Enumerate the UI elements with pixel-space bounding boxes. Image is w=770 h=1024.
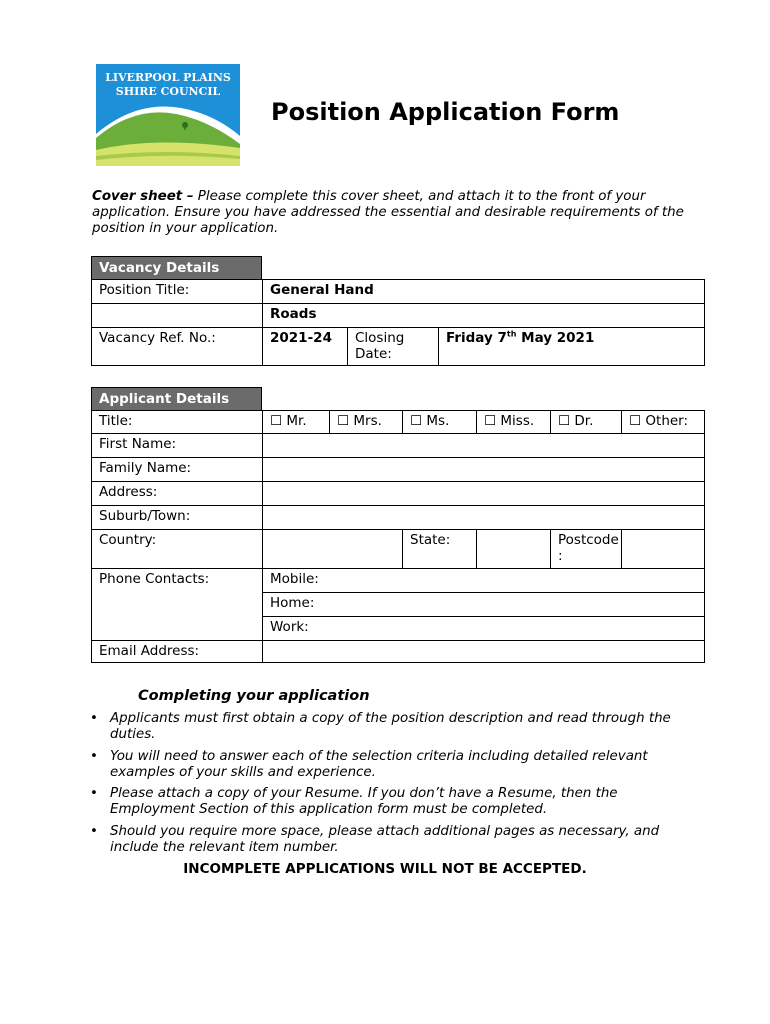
state-label: State:: [403, 530, 477, 569]
closing-date-day: Friday 7: [446, 330, 507, 346]
address-field[interactable]: [263, 482, 705, 506]
title-ms-checkbox[interactable]: ☐ Ms.: [403, 411, 477, 434]
list-item: [90, 824, 680, 856]
first-name-field[interactable]: [263, 434, 705, 458]
closing-date-label: Closing Date:: [348, 328, 439, 366]
completing-heading: Completing your application: [138, 688, 370, 704]
position-title-value-2: Roads: [263, 304, 705, 328]
email-field[interactable]: [263, 641, 705, 663]
postcode-label: Postcode :: [551, 530, 622, 569]
country-label: Country:: [92, 530, 263, 569]
title-miss-checkbox[interactable]: ☐ Miss.: [477, 411, 551, 434]
home-phone-field[interactable]: Home:: [263, 593, 705, 617]
vacancy-ref-value: 2021-24: [263, 328, 348, 366]
cover-sheet-instructions: [92, 189, 692, 237]
mobile-field[interactable]: Mobile:: [263, 569, 705, 593]
bullet-icon: •: [90, 786, 98, 801]
suburb-field[interactable]: [263, 506, 705, 530]
first-name-label: First Name:: [92, 434, 263, 458]
suburb-label: Suburb/Town:: [92, 506, 263, 530]
applicant-details-table: [91, 410, 705, 663]
list-item: [90, 786, 680, 818]
closing-date-rest: May 2021: [516, 330, 595, 346]
title-label: Title:: [92, 411, 263, 434]
bullet-icon: •: [90, 823, 98, 839]
list-item-text: Please attach a copy of your Resume. If you don’t have a Resume, then the Employment Section of this application form must be completed.: [110, 786, 618, 817]
bullet-icon: •: [90, 711, 98, 726]
council-logo: [96, 64, 240, 166]
vacancy-details-table: [91, 279, 705, 366]
list-item-text: Applicants must first obtain a copy of the position description and read through the duties.: [110, 711, 671, 742]
vacancy-details-heading: Vacancy Details: [91, 256, 262, 280]
country-field[interactable]: [263, 530, 403, 569]
position-title-label-cont: [92, 304, 263, 328]
title-other-checkbox[interactable]: ☐ Other:: [622, 411, 705, 434]
closing-date-value: [439, 328, 705, 366]
list-item-text: Should you require more space, please attach additional pages as necessary, and include the relevant item number.: [110, 823, 660, 855]
list-item: [90, 749, 680, 781]
title-dr-checkbox[interactable]: ☐ Dr.: [551, 411, 622, 434]
position-title-value: General Hand: [263, 280, 705, 304]
bullet-icon: •: [90, 748, 98, 764]
address-label: Address:: [92, 482, 263, 506]
email-label: Email Address:: [92, 641, 263, 663]
logo-line-2: SHIRE COUNCIL: [115, 85, 221, 98]
instructions-list: [90, 711, 680, 861]
applicant-details-heading: Applicant Details: [91, 387, 262, 411]
incomplete-warning: INCOMPLETE APPLICATIONS WILL NOT BE ACCEPTED.: [183, 861, 587, 877]
family-name-label: Family Name:: [92, 458, 263, 482]
cover-lead: Cover sheet –: [92, 189, 194, 204]
postcode-field[interactable]: [622, 530, 705, 569]
title-mr-checkbox[interactable]: ☐ Mr.: [263, 411, 330, 434]
list-item: [90, 711, 680, 743]
vacancy-ref-label: Vacancy Ref. No.:: [92, 328, 263, 366]
logo-line-1: LIVERPOOL PLAINS: [105, 71, 231, 84]
title-mrs-checkbox[interactable]: ☐ Mrs.: [330, 411, 403, 434]
state-field[interactable]: [477, 530, 551, 569]
list-item-text: You will need to answer each of the selection criteria including detailed relevant examples of your skills and experience.: [110, 748, 648, 780]
phone-contacts-label: Phone Contacts:: [92, 569, 263, 641]
cover-text: Please complete this cover sheet, and attach it to the front of your application. Ensure you have addressed the essential and desirable requirements of the position in your application.: [92, 189, 684, 236]
work-phone-field[interactable]: Work:: [263, 617, 705, 641]
position-title-label: Position Title:: [92, 280, 263, 304]
page-title: Position Application Form: [271, 98, 620, 126]
closing-date-suffix: th: [506, 329, 517, 339]
family-name-field[interactable]: [263, 458, 705, 482]
